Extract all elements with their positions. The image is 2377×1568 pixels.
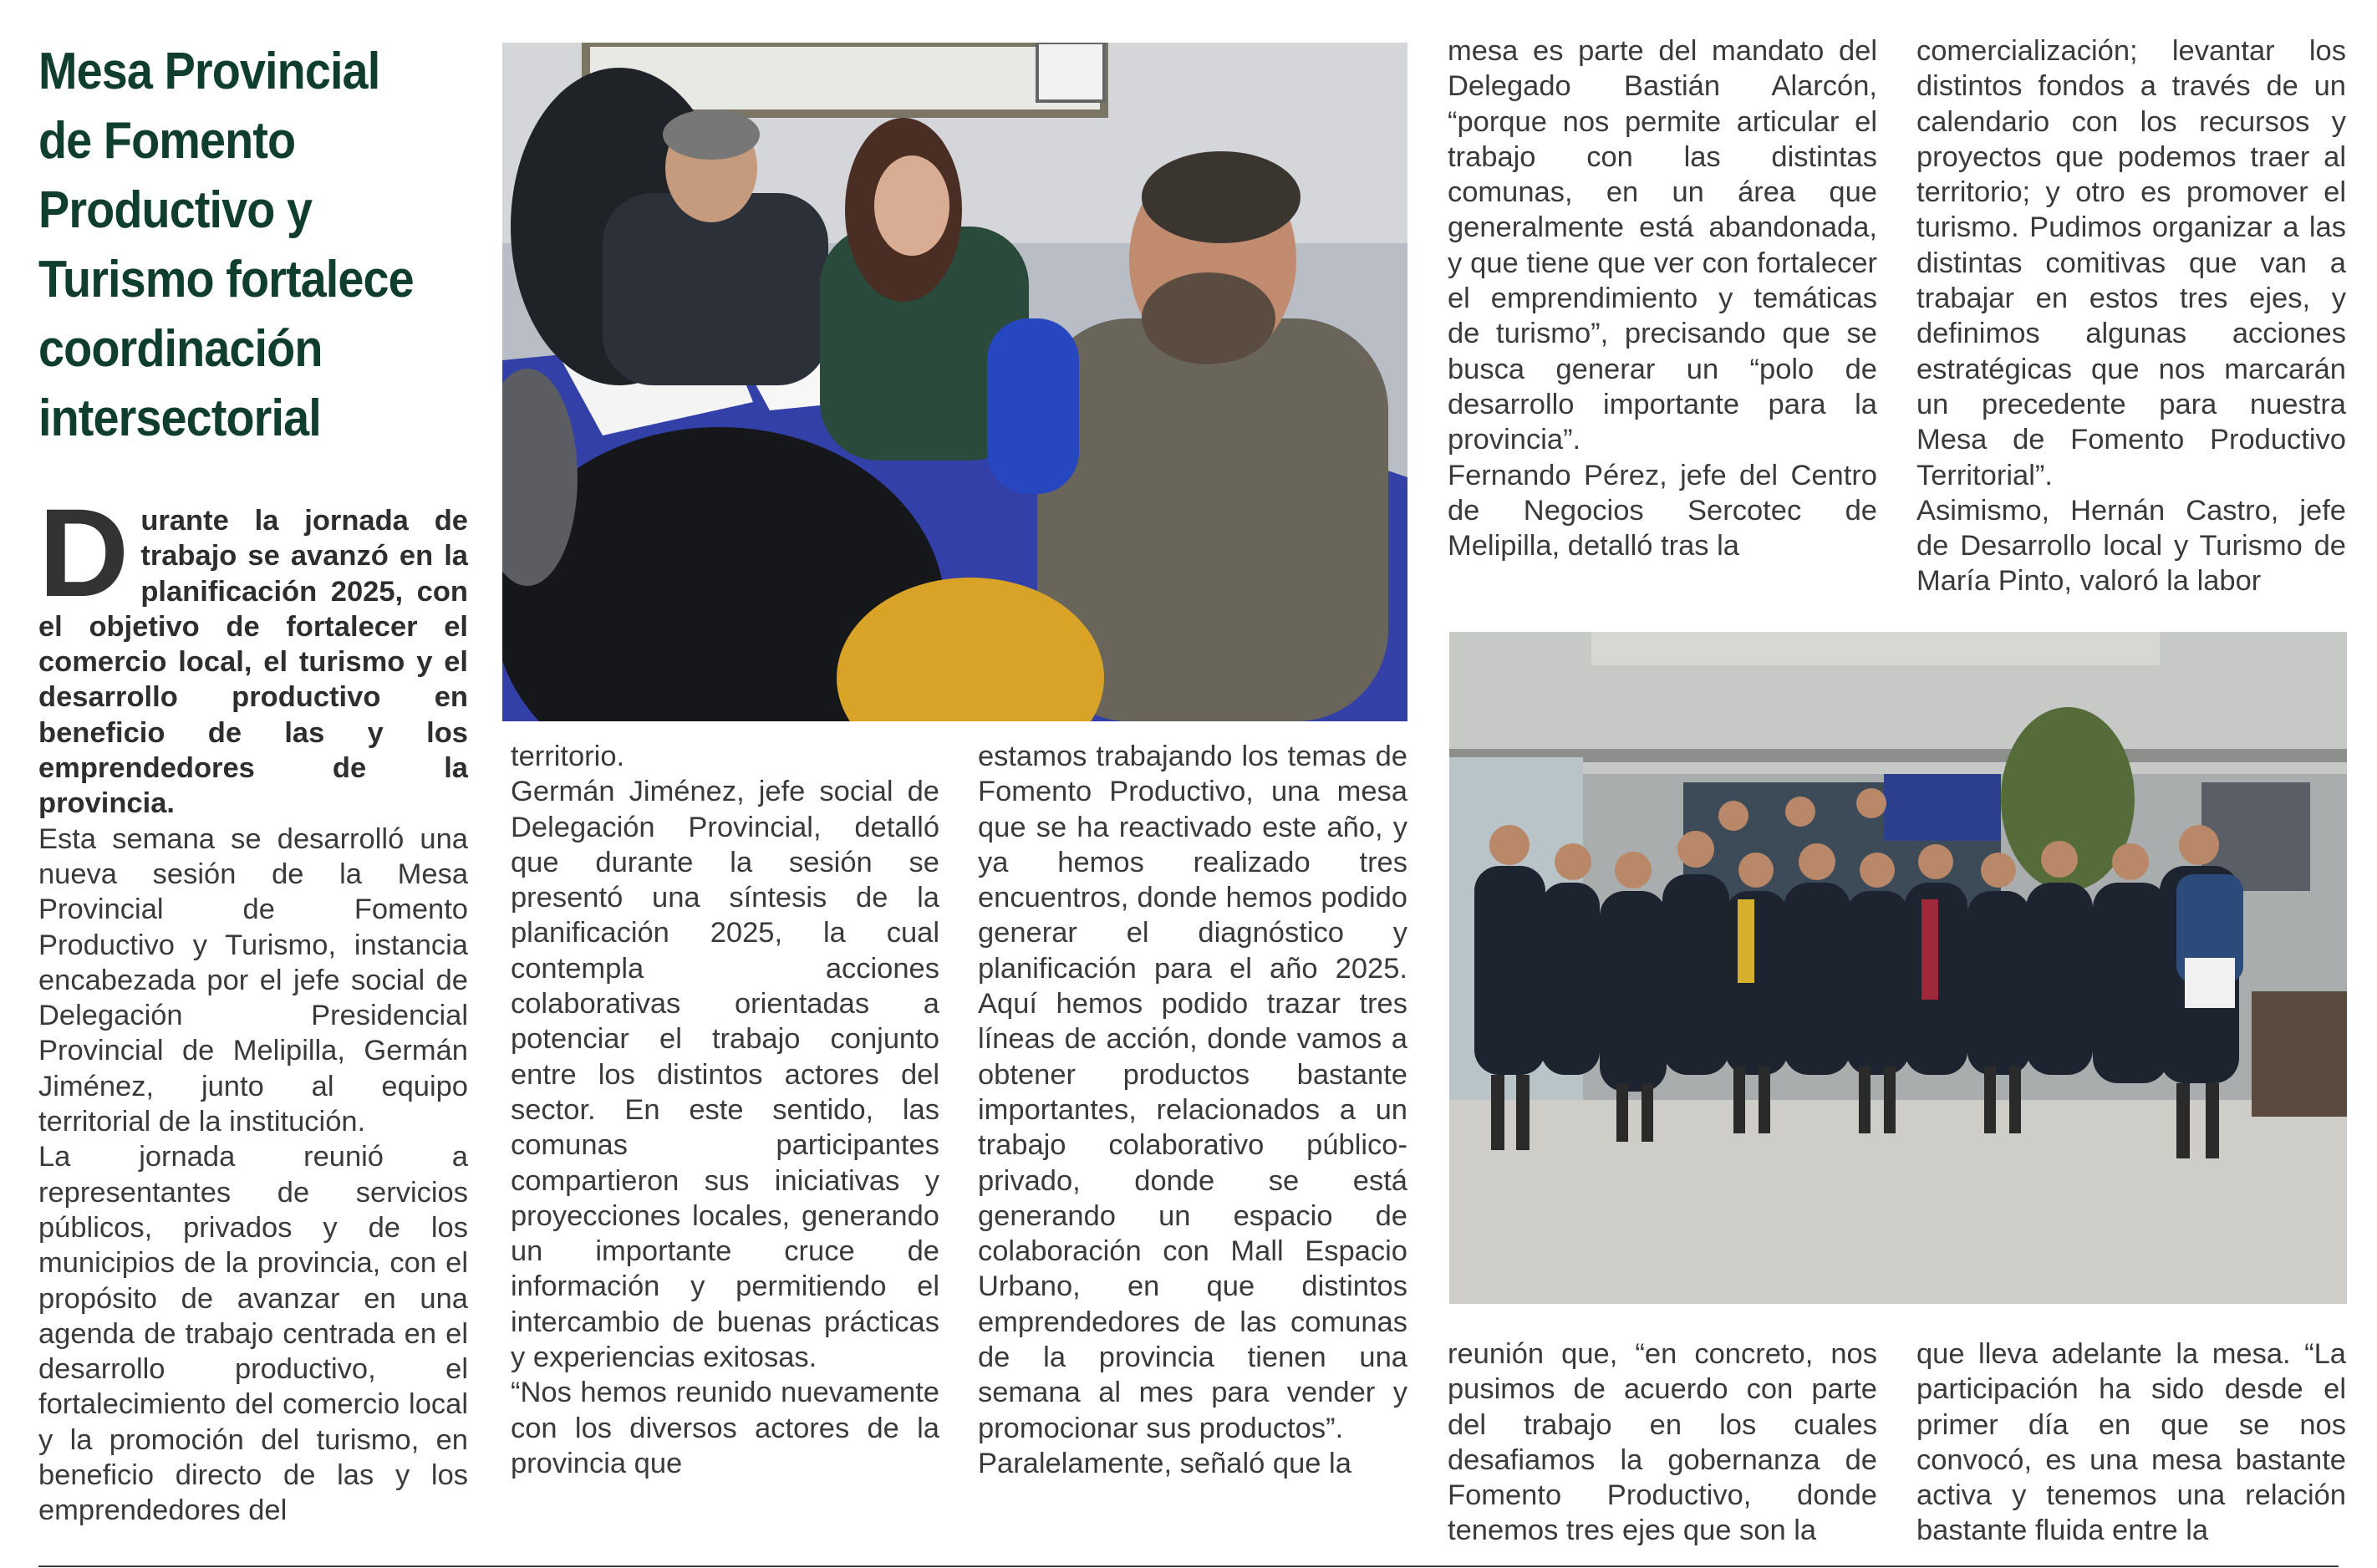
body-paragraph: Paralelamente, señaló que la	[978, 1447, 1351, 1479]
group-photo	[1449, 632, 2347, 1304]
body-paragraph: La jornada reunió a representantes de servicios públicos, privados y de los municipios de la provincia, con el propósito de avanzar en una agenda de trabajo centrada en el desarrollo productivo, el fortalecimiento del comercio local y la promoción del turismo, en beneficio directo de las y los emprendedores del	[38, 1141, 468, 1527]
body-paragraph: estamos trabajando los temas de Fomento Productivo, una mesa que se ha reactivado este año, y ya hemos realizado tres encuentros, donde hemos podido generar el diagnóstico y planificación para el año 2025. Aquí hemos podido trazar tres líneas de acción, donde vamos a obtener productos bastante importantes, relacionados a un trabajo colaborativo público-privado, donde se está generando un espacio de colaboración con Mall Espacio Urbano, en que distintos emprendedores de las comunas de la provincia tienen una semana al mes para vender y promocionar sus productos”.	[978, 741, 1407, 1444]
meeting-photo-image	[502, 43, 1407, 721]
body-paragraph: “Nos hemos reunido nuevamente con los diversos actores de la provincia que	[511, 1377, 939, 1479]
column-4-top	[1448, 33, 1877, 563]
body-paragraph: comercialización; levantar los distintos fondos a través de un calendario con los recursos y proyectos que podemos traer al territorio; y otro es promover el turismo. Pudimos organizar a las distintas comitivas que van a trabajar en estos tres ejes, y definimos algunas acciones estratégicas que nos marcarán un precedente para nuestra Mesa de Fomento Productivo Territorial”.	[1916, 35, 2346, 491]
column-3	[978, 739, 1407, 1481]
body-paragraph: Asimismo, Hernán Castro, jefe de Desarrollo local y Turismo de María Pinto, valoró la labor	[1916, 494, 2346, 598]
group-photo-image	[1449, 632, 2347, 1304]
body-paragraph: Germán Jiménez, jefe social de Delegación Provincial, detalló que durante la sesión se presentó una síntesis de la planificación 2025, la cual contempla acciones colaborativas orientadas a potenciar el trabajo conjunto entre los distintos actores del sector. En este sentido, las comunas participantes compartieron sus iniciativas y proyecciones locales, generando un importante cruce de información y permitiendo el intercambio de buenas prácticas y experiencias exitosas.	[511, 776, 939, 1374]
article-title: Mesa Provincial de Fomento Productivo y Turismo fortalece coordinación intersectorial	[38, 43, 414, 447]
body-paragraph: Esta semana se desarrolló una nueva sesión de la Mesa Provincial de Fomento Productivo y Turismo, instancia encabezada por el jefe social de Delegación Presidencial Provincial de Melipilla, Germán Jiménez, junto al equipo territorial de la institución.	[38, 822, 468, 1138]
bottom-rule	[38, 1565, 2339, 1567]
column-4-bottom	[1448, 1336, 1877, 1549]
column-5-top	[1916, 33, 2346, 599]
body-paragraph: Fernando Pérez, jefe del Centro de Negocios Sercotec de Melipilla, detalló tras la	[1448, 459, 1877, 563]
drop-cap: D	[38, 482, 130, 623]
meeting-photo	[502, 43, 1407, 721]
lead-paragraph	[38, 482, 468, 822]
body-paragraph: reunión que, “en concreto, nos pusimos de acuerdo con parte del trabajo en los cuales desafiamos la gobernanza de Fomento Productivo, donde tenemos tres ejes que son la	[1448, 1338, 1877, 1547]
column-5-bottom	[1916, 1336, 2346, 1549]
lead-text: urante la jornada de trabajo se avanzó en la planificación 2025, con el objetivo de fortalecer el comercio local, el turismo y el desarrollo productivo en beneficio de las y los emprendedores de la provincia.	[38, 505, 468, 820]
column-2	[511, 739, 939, 1481]
column-1	[38, 482, 468, 1529]
body-paragraph: que lleva adelante la mesa. “La participación ha sido desde el primer día en que se nos convocó, es una mesa bastante activa y tenemos una relación bastante fluida entre la	[1916, 1338, 2346, 1547]
body-paragraph: mesa es parte del mandato del Delegado Bastián Alarcón, “porque nos permite articular el trabajo con las distintas comunas, en un área que generalmente está abandonada, y que tiene que ver con fortalecer el emprendimiento y temáticas de turismo”, precisando que se busca generar un “polo de desarrollo importante para la provincia”.	[1448, 35, 1877, 456]
body-paragraph: territorio.	[511, 741, 625, 772]
